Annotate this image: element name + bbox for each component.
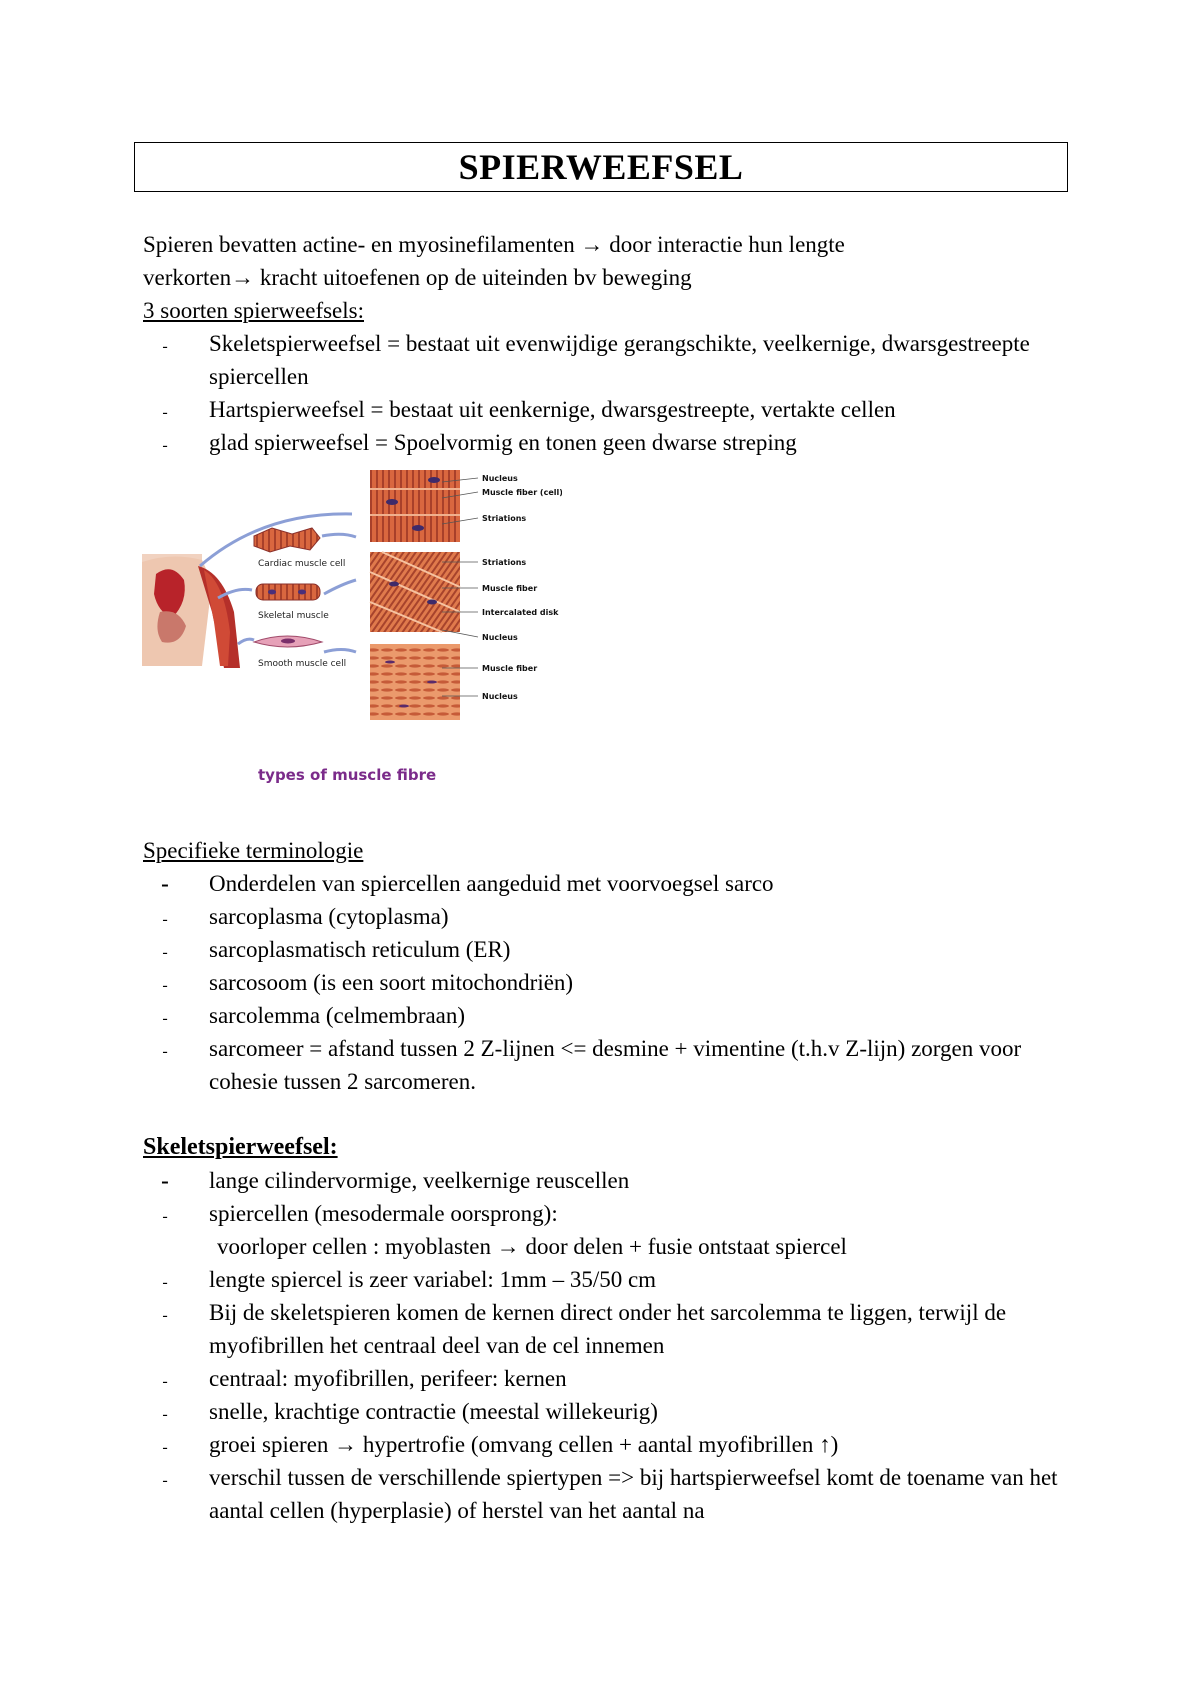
skeletal-heading: Skeletspierweefsel: <box>143 1134 338 1160</box>
panel-label: Muscle fiber (cell) <box>482 488 562 497</box>
intro-line-2: verkorten→ kracht uitoefenen op de uiteinden bv beweging <box>143 265 692 290</box>
list-item-text: Bij de skeletspieren komen de kernen direct onder het sarcolemma te liggen, terwijl de myofibrillen het centraal deel van de cel innemen <box>209 1300 1007 1358</box>
panel-label: Intercalated disk <box>482 608 559 617</box>
bullet-marker: - <box>162 1307 168 1324</box>
intro-line-1: Spieren bevatten actine- en myosinefilamenten → door interactie hun lengte <box>143 232 845 257</box>
title-box <box>134 142 1068 192</box>
cell-label: Smooth muscle cell <box>258 659 347 669</box>
bullet-marker: - <box>162 911 168 928</box>
list-item-text: verschil tussen de verschillende spiertypen => bij hartspierweefsel komt de toename van het aantal cellen (hyperplasie) of herstel van het aantal na <box>209 1465 1058 1523</box>
skeletal-tissue-panel <box>370 552 460 632</box>
panel-label: Muscle fiber <box>482 584 538 593</box>
smooth-tissue-panel <box>370 644 460 720</box>
panel-label: Striations <box>482 558 527 567</box>
bullet-marker: - <box>162 1373 168 1390</box>
list-item <box>143 393 1073 426</box>
list-item-text: sarcolemma (celmembraan) <box>209 1003 466 1028</box>
intro-section <box>143 228 1073 459</box>
list-item-text: spiercellen (mesodermale oorsprong): <box>209 1201 558 1226</box>
list-item-text: Hartspierweefsel = bestaat uit eenkernige, dwarsgestreepte, vertakte cellen <box>209 397 896 422</box>
bullet-marker: - <box>161 1168 169 1193</box>
list-item-text: glad spierweefsel = Spoelvormig en tonen geen dwarse streping <box>209 430 797 455</box>
smooth-cell-icon <box>254 636 322 647</box>
list-item <box>143 933 1073 966</box>
list-item <box>143 1395 1073 1428</box>
list-item-text: sarcomeer = afstand tussen 2 Z-lijnen <= desmine + vimentine (t.h.v Z-lijn) zorgen voor cohesie tussen 2 sarcomeren. <box>209 1036 1022 1094</box>
bullet-marker: - <box>162 1274 168 1291</box>
list-item-text: sarcosoom (is een soort mitochondriën) <box>209 970 574 995</box>
muscle-types-figure <box>142 462 562 792</box>
bullet-marker: - <box>162 1043 168 1060</box>
list-item-text: Skeletspierweefsel = bestaat uit evenwijdige gerangschikte, veelkernige, dwarsgestreepte spiercellen <box>209 331 1030 389</box>
bullet-marker: - <box>162 1406 168 1423</box>
bullet-marker: - <box>161 871 169 896</box>
arrow-panel-3 <box>324 650 356 653</box>
panel-label: Nucleus <box>482 692 518 701</box>
list-item <box>143 999 1073 1032</box>
muscle-figure-illustration <box>142 462 562 762</box>
panel-label: Muscle fiber <box>482 664 538 673</box>
terminology-heading: Specifieke terminologie <box>143 838 364 863</box>
list-item <box>143 426 1073 459</box>
bullet-marker: - <box>162 437 168 454</box>
terminology-section <box>143 834 1073 1098</box>
list-item <box>143 1164 1073 1197</box>
list-item <box>143 966 1073 999</box>
terminology-list <box>143 867 1073 1098</box>
list-item <box>143 1032 1073 1098</box>
list-item <box>143 1296 1073 1362</box>
list-item-text: sarcoplasmatisch reticulum (ER) <box>209 937 511 962</box>
body-illustration <box>142 554 240 668</box>
panel-label: Striations <box>482 514 527 523</box>
list-item <box>143 867 1073 900</box>
cell-label: Cardiac muscle cell <box>258 559 346 569</box>
list-item <box>143 1428 1073 1461</box>
tissue-types-list <box>143 327 1073 459</box>
skeletal-section <box>143 1131 1073 1527</box>
list-item <box>143 900 1073 933</box>
list-item <box>143 1263 1073 1296</box>
list-item-subtext: voorloper cellen : myoblasten → door delen + fusie ontstaat spiercel <box>217 1234 847 1259</box>
page-title: SPIERWEEFSEL <box>458 147 744 187</box>
figure-caption: types of muscle fibre <box>258 766 437 784</box>
list-item-text: snelle, krachtige contractie (meestal willekeurig) <box>209 1399 658 1424</box>
list-item-text: Onderdelen van spiercellen aangeduid met voorvoegsel sarco <box>209 871 774 896</box>
list-item <box>143 1197 1073 1263</box>
bullet-marker: - <box>162 977 168 994</box>
bullet-marker: - <box>162 1208 168 1225</box>
panel-label: Nucleus <box>482 474 518 483</box>
bullet-marker: - <box>162 338 168 355</box>
skeletal-list <box>143 1164 1073 1527</box>
list-item <box>143 1362 1073 1395</box>
bullet-marker: - <box>162 944 168 961</box>
list-item <box>143 327 1073 393</box>
list-item-text: sarcoplasma (cytoplasma) <box>209 904 449 929</box>
cardiac-cell-icon <box>254 528 320 552</box>
arrow-panel-1 <box>322 534 356 537</box>
tissue-types-heading: 3 soorten spierweefsels: <box>143 298 364 323</box>
bullet-marker: - <box>162 1439 168 1456</box>
list-item-text: lengte spiercel is zeer variabel: 1mm – 35/50 cm <box>209 1267 657 1292</box>
skeletal-cell-icon <box>256 584 320 600</box>
cardiac-tissue-panel <box>370 470 460 542</box>
list-item-text: groei spieren → hypertrofie (omvang cellen + aantal myofibrillen ↑) <box>209 1432 839 1457</box>
bullet-marker: - <box>162 1472 168 1489</box>
arrow-panel-2 <box>324 580 356 594</box>
list-item <box>143 1461 1073 1527</box>
arrow-to-smooth-icon <box>238 639 254 644</box>
bullet-marker: - <box>162 404 168 421</box>
cell-label: Skeletal muscle <box>258 611 329 621</box>
list-item-text: lange cilindervormige, veelkernige reuscellen <box>209 1168 630 1193</box>
panel-label: Nucleus <box>482 633 518 642</box>
list-item-text: centraal: myofibrillen, perifeer: kernen <box>209 1366 567 1391</box>
bullet-marker: - <box>162 1010 168 1027</box>
